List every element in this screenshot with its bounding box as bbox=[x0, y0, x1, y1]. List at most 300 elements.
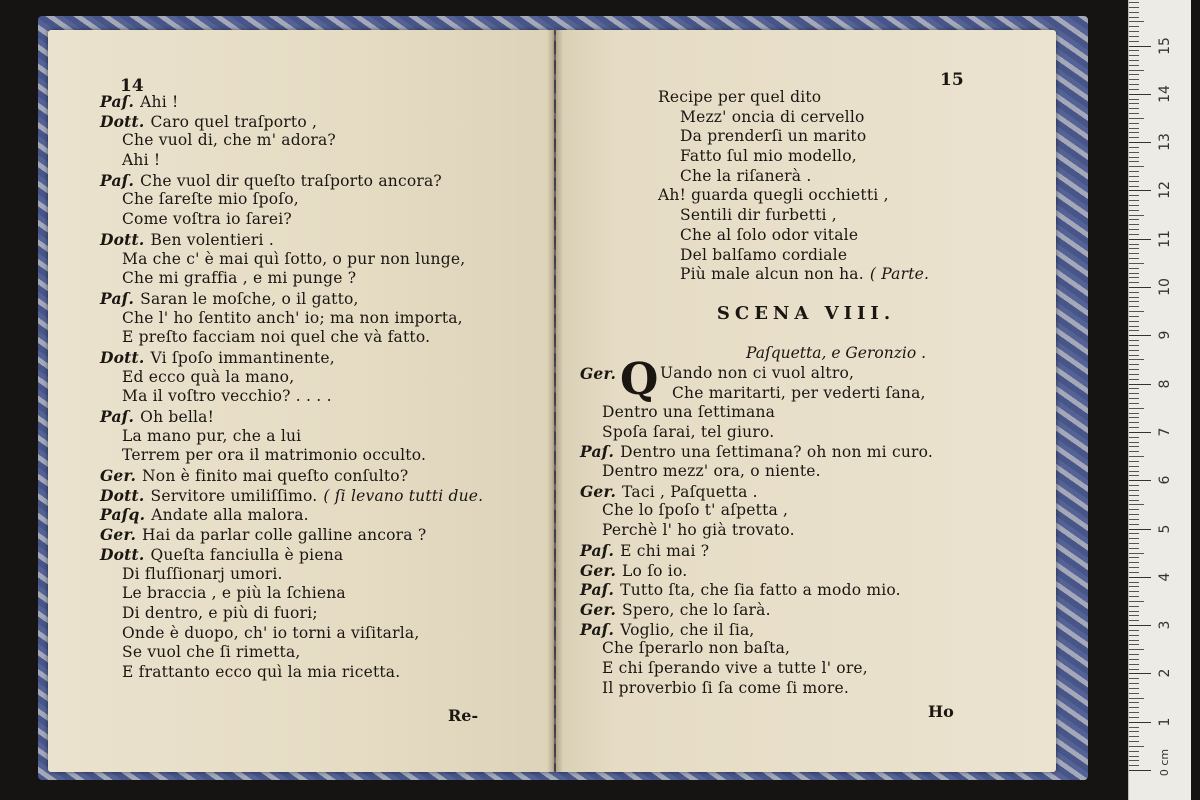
ruler-tick bbox=[1129, 345, 1139, 346]
ruler-tick bbox=[1129, 41, 1139, 42]
ruler-tick bbox=[1129, 244, 1139, 245]
ruler-unit-label: 0 cm bbox=[1158, 748, 1172, 777]
verse-line bbox=[100, 584, 483, 604]
ruler-tick bbox=[1129, 722, 1151, 723]
ruler-tick bbox=[1129, 654, 1139, 655]
ruler-tick bbox=[1129, 490, 1139, 491]
verse-line bbox=[100, 427, 483, 447]
verse-line bbox=[658, 167, 929, 187]
ruler-tick bbox=[1129, 46, 1151, 47]
ruler-tick bbox=[1129, 384, 1151, 385]
ruler-number: 5 bbox=[1157, 524, 1173, 533]
ruler-tick bbox=[1129, 432, 1151, 433]
verse-line bbox=[580, 501, 933, 521]
ruler-tick bbox=[1129, 147, 1139, 148]
line-text: Le braccia , e più la ſchiena bbox=[122, 584, 346, 603]
line-text: Spero, che lo ſarà. bbox=[622, 600, 771, 619]
line-text: Perchè l' ho già trovato. bbox=[602, 521, 795, 540]
measuring-ruler bbox=[1128, 0, 1191, 800]
speaker-label: Paſ. bbox=[580, 540, 615, 560]
line-text: Servitore umiliſſimo. bbox=[150, 486, 318, 505]
ruler-tick bbox=[1129, 301, 1139, 302]
verse-line bbox=[100, 604, 483, 624]
line-text: Hai da parlar colle galline ancora ? bbox=[142, 526, 427, 545]
ruler-tick bbox=[1129, 350, 1139, 351]
ruler-tick bbox=[1129, 393, 1139, 394]
line-text: Ed ecco quà la mano, bbox=[122, 367, 295, 386]
ruler-tick bbox=[1129, 171, 1139, 172]
ruler-tick bbox=[1129, 282, 1139, 283]
ruler-number: 7 bbox=[1157, 427, 1173, 437]
verse-line: Che maritarti, per vederti ſana, bbox=[672, 383, 926, 402]
verse-line bbox=[100, 151, 483, 171]
verse-line bbox=[100, 387, 483, 407]
ruler-tick bbox=[1129, 519, 1139, 520]
verse-line bbox=[658, 246, 929, 266]
ruler-tick bbox=[1129, 417, 1139, 418]
ruler-tick bbox=[1129, 306, 1139, 307]
ruler-tick bbox=[1129, 659, 1139, 660]
verse-line bbox=[100, 131, 483, 151]
ruler-tick bbox=[1129, 60, 1139, 61]
verse-line bbox=[658, 127, 929, 147]
line-text: Fatto ſul mio modello, bbox=[680, 147, 857, 166]
line-text: Tutto ſta, che ſia fatto a modo mio. bbox=[620, 581, 901, 600]
ruler-tick bbox=[1129, 456, 1144, 457]
ruler-tick bbox=[1129, 157, 1139, 158]
verse-line bbox=[100, 624, 483, 644]
ruler-tick bbox=[1129, 379, 1139, 380]
ruler-number: 3 bbox=[1157, 620, 1173, 630]
ruler-tick bbox=[1129, 582, 1139, 583]
ruler-tick bbox=[1129, 437, 1139, 438]
ruler-tick bbox=[1129, 374, 1139, 375]
verse-line bbox=[100, 171, 483, 191]
verse-line bbox=[100, 565, 483, 585]
verse-line bbox=[100, 643, 483, 663]
scene-opening-lines bbox=[660, 364, 926, 403]
ruler-tick bbox=[1129, 161, 1139, 162]
ruler-tick bbox=[1129, 239, 1151, 240]
line-text: Che lo ſpoſo t' aſpetta , bbox=[602, 501, 789, 520]
ruler-tick bbox=[1129, 611, 1139, 612]
ruler-tick bbox=[1129, 215, 1144, 216]
verse-line bbox=[580, 442, 933, 462]
ruler-tick bbox=[1129, 495, 1139, 496]
verse-line bbox=[658, 226, 929, 246]
ruler-tick bbox=[1129, 630, 1139, 631]
ruler-tick bbox=[1129, 625, 1151, 626]
ruler-number: 4 bbox=[1157, 572, 1173, 582]
ruler-tick bbox=[1129, 142, 1151, 143]
ruler-tick bbox=[1129, 693, 1139, 694]
ruler-tick bbox=[1129, 751, 1139, 752]
verse-line bbox=[100, 466, 483, 486]
ruler-tick bbox=[1129, 219, 1139, 220]
verse-line bbox=[100, 289, 483, 309]
verse-line bbox=[100, 328, 483, 348]
ruler-tick bbox=[1129, 678, 1139, 679]
speaker-label: Paſ. bbox=[100, 92, 135, 111]
verse-line bbox=[580, 521, 933, 541]
ruler-tick bbox=[1129, 84, 1139, 85]
line-text: Che l' ho ſentito anch' io; ma non importa, bbox=[122, 308, 463, 327]
ruler-tick bbox=[1129, 12, 1139, 13]
verse-line bbox=[658, 147, 929, 167]
ruler-tick bbox=[1129, 504, 1144, 505]
ruler-tick bbox=[1129, 475, 1139, 476]
line-text: Sentili dir furbetti , bbox=[680, 206, 837, 225]
right-page-verse bbox=[658, 88, 929, 285]
line-text: Saran le moſche, o il gatto, bbox=[140, 289, 359, 308]
speaker-label: Ger. bbox=[100, 466, 137, 486]
verse-line bbox=[580, 561, 933, 581]
ruler-tick bbox=[1129, 471, 1139, 472]
verse-line bbox=[100, 269, 483, 289]
ruler-tick bbox=[1129, 79, 1139, 80]
ruler-tick bbox=[1129, 268, 1139, 269]
speaker-label: Ger. bbox=[580, 560, 617, 580]
ruler-tick bbox=[1129, 181, 1139, 182]
ruler-tick bbox=[1129, 99, 1139, 100]
ruler-tick bbox=[1129, 258, 1139, 259]
verse-line bbox=[100, 505, 483, 525]
ruler-tick bbox=[1129, 74, 1139, 75]
ruler-tick bbox=[1129, 359, 1144, 360]
ruler-tick bbox=[1129, 702, 1139, 703]
ruler-tick bbox=[1129, 403, 1139, 404]
verse-line bbox=[658, 265, 929, 285]
ruler-tick bbox=[1129, 340, 1139, 341]
stage-direction: ( Parte. bbox=[869, 265, 930, 284]
line-text: Che al ſolo odor vitale bbox=[680, 225, 859, 244]
right-page bbox=[556, 30, 1056, 772]
ruler-tick bbox=[1129, 466, 1139, 467]
line-text: Di fluſſionarj umori. bbox=[122, 564, 283, 583]
ruler-tick bbox=[1129, 287, 1151, 288]
speaker-label: Ger. bbox=[100, 525, 137, 545]
speaker-label: Dott. bbox=[100, 111, 145, 131]
ruler-tick bbox=[1129, 210, 1139, 211]
ruler-tick bbox=[1129, 21, 1144, 22]
line-text: Il proverbio ſi ſa come ſi more. bbox=[602, 678, 850, 697]
line-text: Dentro mezz' ora, o niente. bbox=[602, 462, 821, 481]
line-text: Che vuol di, che m' adora? bbox=[122, 131, 336, 150]
line-text: Andate alla malora. bbox=[151, 506, 309, 525]
ruler-tick bbox=[1129, 176, 1139, 177]
ruler-tick bbox=[1129, 195, 1139, 196]
ruler-tick bbox=[1129, 311, 1144, 312]
ruler-tick bbox=[1129, 118, 1144, 119]
ruler-number: 2 bbox=[1157, 668, 1173, 678]
ruler-tick bbox=[1129, 461, 1139, 462]
ruler-tick bbox=[1129, 152, 1139, 153]
line-text: Da prenderſi un marito bbox=[680, 127, 867, 146]
verse-line bbox=[100, 525, 483, 545]
ruler-tick bbox=[1129, 524, 1139, 525]
line-text: Di dentro, e più di fuori; bbox=[122, 603, 318, 622]
catchword-right: Ho bbox=[928, 702, 954, 721]
line-text: Taci , Paſquetta . bbox=[622, 482, 758, 501]
speaker-label: Paſq. bbox=[100, 505, 146, 525]
speaker-label: Dott. bbox=[100, 347, 145, 367]
line-text: Ah! guarda quegli occhietti , bbox=[658, 186, 889, 205]
ruler-tick bbox=[1129, 756, 1139, 757]
ruler-tick bbox=[1129, 190, 1151, 191]
ruler-tick bbox=[1129, 234, 1139, 235]
ruler-tick bbox=[1129, 248, 1139, 249]
verse-line bbox=[658, 108, 929, 128]
line-text: Mezz' oncia di cervello bbox=[680, 107, 865, 126]
ruler-tick bbox=[1129, 200, 1139, 201]
verse-line bbox=[100, 112, 483, 132]
ruler-tick bbox=[1129, 562, 1139, 563]
ruler-tick bbox=[1129, 388, 1139, 389]
ruler-tick bbox=[1129, 108, 1139, 109]
ruler-tick bbox=[1129, 500, 1139, 501]
page-number-left: 14 bbox=[120, 76, 144, 96]
line-text: Come voſtra io ſarei? bbox=[122, 210, 292, 229]
ruler-tick bbox=[1129, 765, 1139, 766]
scene-opening bbox=[580, 364, 622, 384]
ruler-tick bbox=[1129, 166, 1144, 167]
ruler-tick bbox=[1129, 427, 1139, 428]
verse-line bbox=[100, 190, 483, 210]
ruler-tick bbox=[1129, 567, 1139, 568]
speaker-label: Ger. bbox=[580, 481, 617, 501]
line-text: Che ſareſte mio ſpoſo, bbox=[122, 190, 299, 209]
ruler-tick bbox=[1129, 292, 1139, 293]
verse-line bbox=[100, 368, 483, 388]
ruler-tick bbox=[1129, 688, 1139, 689]
ruler-tick bbox=[1129, 89, 1139, 90]
ruler-tick bbox=[1129, 229, 1139, 230]
ruler-tick bbox=[1129, 50, 1139, 51]
ruler-tick bbox=[1129, 17, 1139, 18]
line-text: Terrem per ora il matrimonio occulto. bbox=[122, 446, 427, 465]
ruler-tick bbox=[1129, 205, 1139, 206]
ruler-tick bbox=[1129, 103, 1139, 104]
line-text: Recipe per quel dito bbox=[658, 88, 822, 106]
ruler-tick bbox=[1129, 548, 1139, 549]
ruler-number: 13 bbox=[1157, 133, 1173, 152]
speaker-label: Paſ. bbox=[100, 170, 135, 190]
ruler-tick bbox=[1129, 94, 1151, 95]
speaker-label: Paſ. bbox=[100, 407, 135, 426]
ruler-tick bbox=[1129, 644, 1139, 645]
ruler-tick bbox=[1129, 606, 1139, 607]
ruler-tick bbox=[1129, 355, 1139, 356]
scene-characters: Paſquetta, e Geronzio . bbox=[745, 344, 927, 362]
verse-line bbox=[580, 639, 933, 659]
ruler-tick bbox=[1129, 529, 1151, 530]
ruler-number: 8 bbox=[1157, 379, 1173, 389]
ruler-tick bbox=[1129, 514, 1139, 515]
ruler-tick bbox=[1129, 543, 1139, 544]
ruler-tick bbox=[1129, 321, 1139, 322]
ruler-tick bbox=[1129, 533, 1139, 534]
ruler-tick bbox=[1129, 263, 1144, 264]
ruler-number: 6 bbox=[1157, 475, 1173, 485]
ruler-tick bbox=[1129, 442, 1139, 443]
ruler-tick bbox=[1129, 727, 1139, 728]
ruler-number: 9 bbox=[1157, 330, 1173, 340]
line-text: Dentro una ſettimana bbox=[602, 403, 776, 421]
ruler-number: 15 bbox=[1157, 36, 1173, 55]
line-text: Se vuol che ſi rimetta, bbox=[122, 643, 301, 662]
ruler-tick bbox=[1129, 186, 1139, 187]
ruler-tick bbox=[1129, 669, 1139, 670]
verse-line bbox=[580, 620, 933, 640]
speaker-label: Paſ. bbox=[100, 288, 135, 308]
ruler-tick bbox=[1129, 736, 1139, 737]
line-text: Ma il voſtro vecchio? . . . . bbox=[122, 387, 332, 406]
verse-line bbox=[658, 186, 929, 206]
line-text: Ahi ! bbox=[122, 151, 161, 170]
verse-line bbox=[100, 230, 483, 250]
ruler-tick bbox=[1129, 132, 1139, 133]
verse-line bbox=[580, 600, 933, 620]
line-text: La mano pur, che a lui bbox=[122, 426, 302, 445]
verse-line bbox=[580, 403, 933, 423]
ruler-tick bbox=[1129, 741, 1139, 742]
line-text: Ben volentieri . bbox=[150, 230, 274, 249]
line-text: Più male alcun non ha. bbox=[680, 265, 864, 284]
verse-line bbox=[100, 210, 483, 230]
ruler-tick bbox=[1129, 557, 1139, 558]
ruler-tick bbox=[1129, 369, 1139, 370]
ruler-tick bbox=[1129, 277, 1139, 278]
ruler-tick bbox=[1129, 509, 1139, 510]
verse-line: Uando non ci vuol altro, bbox=[660, 364, 855, 382]
ruler-tick bbox=[1129, 615, 1139, 616]
verse-line bbox=[100, 486, 483, 506]
speaker-label: Dott. bbox=[100, 485, 145, 505]
ruler-tick bbox=[1129, 649, 1144, 650]
speaker-label: Paſ. bbox=[580, 619, 615, 639]
line-text: Caro quel traſporto , bbox=[150, 112, 318, 131]
ruler-tick bbox=[1129, 273, 1139, 274]
ruler-tick bbox=[1129, 640, 1139, 641]
ruler-number: 10 bbox=[1157, 278, 1173, 296]
ruler-tick bbox=[1129, 364, 1139, 365]
left-page-text bbox=[100, 92, 483, 683]
line-text: E preſto facciam noi quel che và fatto. bbox=[122, 328, 431, 347]
left-page bbox=[48, 30, 554, 772]
ruler-tick bbox=[1129, 746, 1144, 747]
line-text: Del balſamo cordiale bbox=[680, 245, 848, 264]
ruler-tick bbox=[1129, 707, 1139, 708]
speaker-label: Paſ. bbox=[580, 580, 615, 600]
drop-cap: Q bbox=[620, 354, 659, 405]
ruler-tick bbox=[1129, 330, 1139, 331]
stage-direction: ( ſi levano tutti due. bbox=[323, 486, 484, 505]
line-text: Non è finito mai queſto conſulto? bbox=[142, 467, 409, 486]
ruler-tick bbox=[1129, 451, 1139, 452]
ruler-number: 1 bbox=[1157, 717, 1173, 727]
ruler-tick bbox=[1129, 698, 1144, 699]
ruler-tick bbox=[1129, 673, 1151, 674]
verse-line bbox=[580, 423, 933, 443]
line-text: Queſta fanciulla è piena bbox=[150, 545, 344, 564]
book-gutter bbox=[547, 30, 563, 772]
ruler-tick bbox=[1129, 577, 1151, 578]
ruler-tick bbox=[1129, 55, 1139, 56]
ruler-tick bbox=[1129, 480, 1151, 481]
ruler-tick bbox=[1129, 408, 1144, 409]
line-text: Che ſperarlo non baſta, bbox=[602, 639, 791, 658]
line-text: E chi ſperando vive a tutte l' ore, bbox=[602, 658, 868, 677]
speaker-label: Ger. bbox=[580, 599, 617, 619]
verse-line bbox=[580, 679, 933, 699]
ruler-tick bbox=[1129, 398, 1139, 399]
line-text: Voglio, che il ſia, bbox=[620, 620, 755, 639]
verse-line bbox=[658, 206, 929, 226]
ruler-tick bbox=[1129, 538, 1139, 539]
ruler-tick bbox=[1129, 297, 1139, 298]
ruler-tick bbox=[1129, 31, 1139, 32]
ruler-tick bbox=[1129, 553, 1144, 554]
ruler-tick bbox=[1129, 137, 1139, 138]
ruler-tick bbox=[1129, 712, 1139, 713]
line-text: Oh bella! bbox=[140, 408, 215, 426]
verse-line bbox=[580, 541, 933, 561]
line-text: Lo ſo io. bbox=[622, 561, 688, 580]
ruler-tick bbox=[1129, 717, 1139, 718]
right-page-dialogue bbox=[580, 403, 933, 698]
ruler-number: 14 bbox=[1157, 84, 1173, 103]
ruler-tick bbox=[1129, 635, 1139, 636]
line-text: Ma che c' è mai quì ſotto, o pur non lunge, bbox=[122, 249, 466, 268]
speaker-label: Dott. bbox=[100, 544, 145, 564]
ruler-tick bbox=[1129, 664, 1139, 665]
ruler-tick bbox=[1129, 2, 1139, 3]
verse-line bbox=[658, 88, 929, 108]
ruler-tick bbox=[1129, 620, 1139, 621]
line-text: Che la riſanerà . bbox=[680, 166, 812, 185]
verse-line bbox=[100, 309, 483, 329]
speaker-label: Ger. bbox=[580, 364, 617, 383]
verse-line bbox=[100, 407, 483, 427]
ruler-tick bbox=[1129, 572, 1139, 573]
ruler-tick bbox=[1129, 335, 1151, 336]
verse-line bbox=[580, 659, 933, 679]
ruler-number: 11 bbox=[1157, 229, 1173, 248]
ruler-tick bbox=[1129, 591, 1139, 592]
verse-line bbox=[100, 250, 483, 270]
verse-line bbox=[580, 462, 933, 482]
line-text: E frattanto ecco quì la mia ricetta. bbox=[122, 662, 401, 681]
ruler-tick bbox=[1129, 7, 1139, 8]
page-number-right: 15 bbox=[940, 70, 964, 90]
ruler-tick bbox=[1129, 65, 1139, 66]
ruler-tick bbox=[1129, 596, 1139, 597]
ruler-tick bbox=[1129, 123, 1139, 124]
ruler-number: 12 bbox=[1157, 181, 1173, 200]
ruler-tick bbox=[1129, 128, 1139, 129]
ruler-tick bbox=[1129, 601, 1144, 602]
line-text: Vi ſpoſo immantinente, bbox=[150, 348, 335, 367]
verse-line bbox=[100, 348, 483, 368]
ruler-tick bbox=[1129, 485, 1139, 486]
line-text: Onde è duopo, ch' io torni a viſitarla, bbox=[122, 623, 420, 642]
verse-line bbox=[580, 482, 933, 502]
ruler-tick bbox=[1129, 760, 1139, 761]
scene-title: SCENA VIII. bbox=[716, 303, 896, 324]
verse-line bbox=[100, 663, 483, 683]
line-text: Spoſa ſarai, tel giuro. bbox=[602, 422, 775, 441]
verse-line bbox=[100, 545, 483, 565]
